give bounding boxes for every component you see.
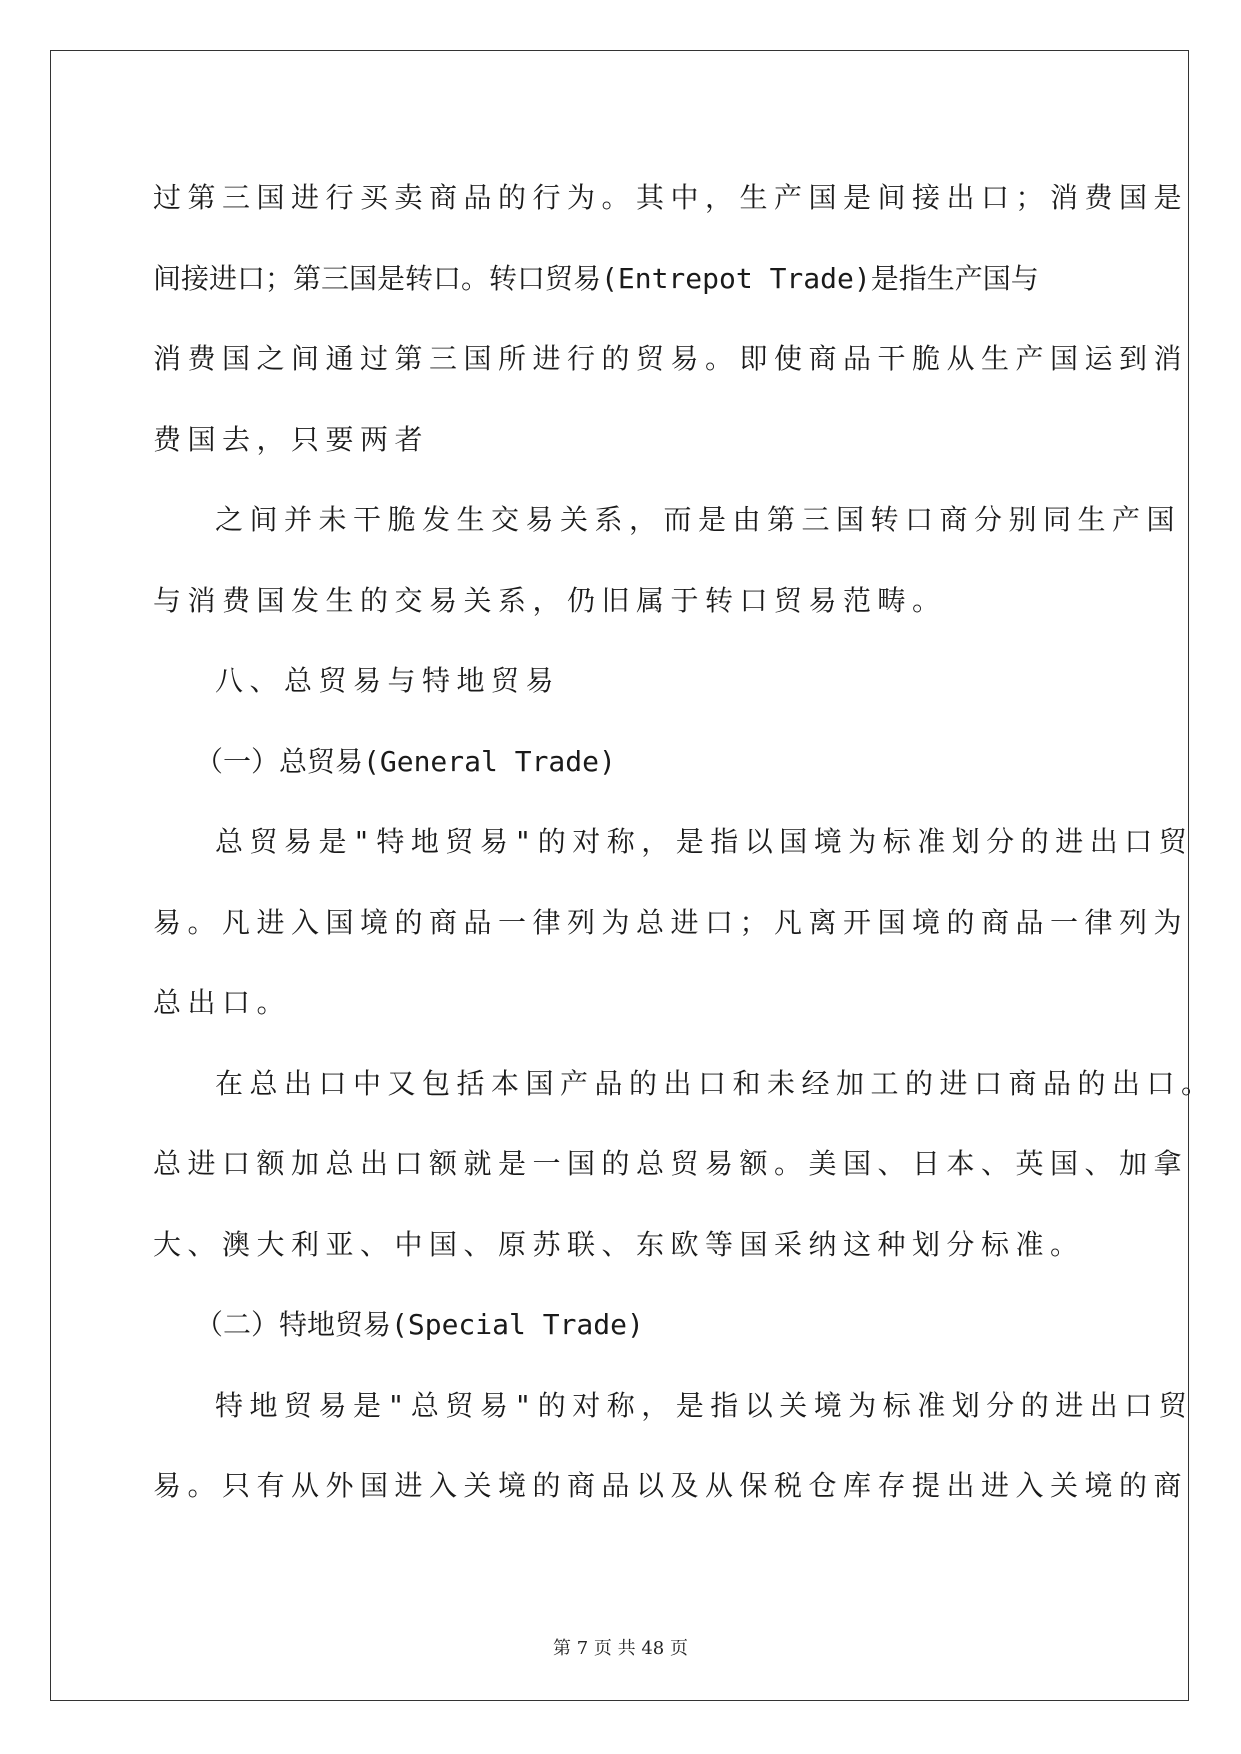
body-line: 特地贸易是"总贸易"的对称，是指以关境为标准划分的进出口贸 bbox=[215, 1388, 1194, 1422]
body-line: 过第三国进行买卖商品的行为。其中，生产国是间接出口；消费国是 bbox=[153, 181, 1189, 214]
body-line: 总进口额加总出口额就是一国的总贸易额。美国、日本、英国、加拿 bbox=[153, 1147, 1189, 1180]
body-line: 在总出口中又包括本国产品的出口和未经加工的进口商品的出口。 bbox=[215, 1066, 1216, 1100]
body-line: 费国去，只要两者 bbox=[153, 422, 430, 456]
page-number-footer: 第 7 页 共 48 页 bbox=[553, 1638, 688, 1659]
section-heading: 八、总贸易与特地贸易 bbox=[215, 664, 561, 697]
body-line: 与消费国发生的交易关系，仍旧属于转口贸易范畴。 bbox=[153, 583, 947, 617]
body-line: 总出口。 bbox=[153, 986, 292, 1019]
body-line: 之间并未干脆发生交易关系，而是由第三国转口商分别同生产国 bbox=[215, 503, 1182, 536]
body-line: 消费国之间通过第三国所进行的贸易。即使商品干脆从生产国运到消 bbox=[153, 342, 1189, 375]
subsection-heading: （一）总贸易(General Trade) bbox=[195, 744, 616, 778]
document-body bbox=[153, 158, 1216, 1527]
body-line: 易。只有从外国进入关境的商品以及从保税仓库存提出进入关境的商 bbox=[153, 1469, 1189, 1502]
body-line: 总贸易是"特地贸易"的对称，是指以国境为标准划分的进出口贸 bbox=[215, 825, 1194, 858]
subsection-heading: （二）特地贸易(Special Trade) bbox=[195, 1308, 644, 1341]
body-line: 易。凡进入国境的商品一律列为总进口；凡离开国境的商品一律列为 bbox=[153, 905, 1189, 939]
body-line: 大、澳大利亚、中国、原苏联、东欧等国采纳这种划分标准。 bbox=[153, 1227, 1085, 1261]
body-line: 间接进口；第三国是转口。转口贸易(Entrepot Trade)是指生产国与 bbox=[153, 261, 1039, 295]
